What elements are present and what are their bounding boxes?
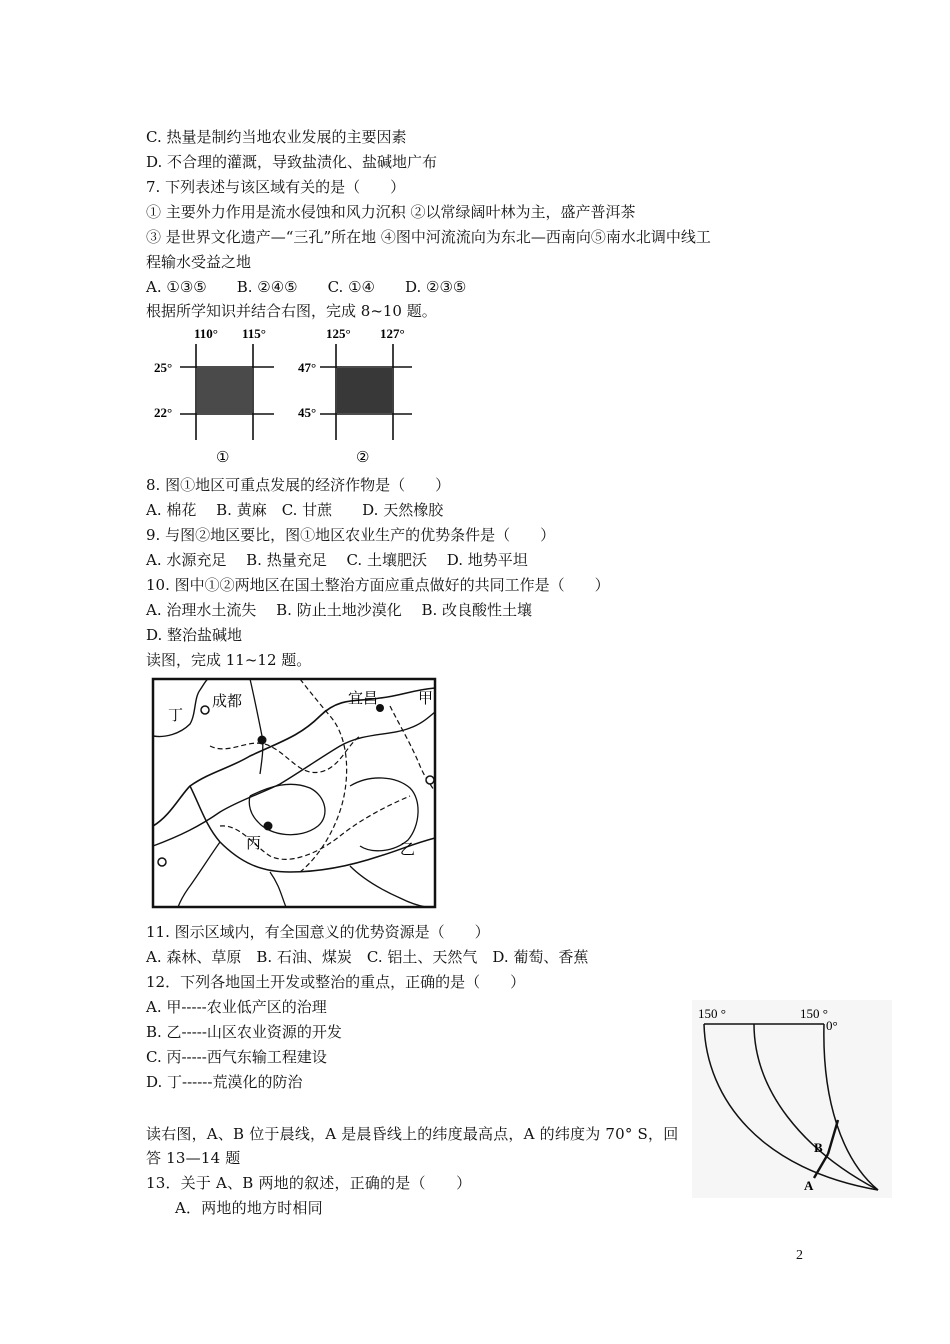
panel1-lat-top: 25° [154,360,173,375]
statement-line-1: ① 主要外力作用是流水侵蚀和风力沉积 ②以常绿阔叶林为主，盛产普洱茶 [146,203,636,221]
intro-8-10: 根据所学知识并结合右图，完成 8~10 题。 [146,302,437,320]
lon-label-right: 150 ° [800,1006,828,1021]
panel2-lat-top: 47° [298,360,317,375]
city-yichang: 宜昌 [348,691,379,707]
question-11-options: A. 森林、草原 B. 石油、煤炭 C. 铝土、天然气 D. 葡萄、香蕉 [146,948,589,966]
question-12: 12．下列各地国土开发或整治的重点，正确的是（ ） [146,973,526,991]
question-10: 10. 图中①②两地区在国土整治方面应重点做好的共同工作是（ ） [146,576,610,594]
question-12-option-d: D. 丁------荒漠化的防治 [146,1073,303,1091]
question-13-option-a: A．两地的地方时相同 [175,1199,323,1217]
statement-line-3: 程输水受益之地 [146,253,252,271]
label-jia: 甲 [418,691,434,707]
intro-13-14: 读右图，A、B 位于晨线，A 是晨昏线上的纬度最高点，A 的纬度为 70° S，回 [146,1125,679,1143]
city-chengdu: 成都 [212,694,243,710]
statement-line-2: ③ 是世界文化遗产—“三孔”所在地 ④图中河流流向为东北—西南向⑤南水北调中线工 [146,228,711,246]
terminator-diagram [692,1000,892,1198]
option-c-line: C. 热量是制约当地农业发展的主要因素 [146,128,407,146]
question-8: 8. 图①地区可重点发展的经济作物是（ ） [146,476,451,494]
question-9: 9. 与图②地区要比，图①地区农业生产的优势条件是（ ） [146,526,556,544]
label-bing: 丙 [246,836,262,852]
question-10-options: A. 治理水土流失 B. 防止土地沙漠化 B. 改良酸性土壤 [146,601,533,619]
panel1-lon-left: 110° [194,326,218,341]
intro-11-12: 读图，完成 11~12 题。 [146,651,312,669]
question-8-options: A. 棉花 B. 黄麻 C. 甘蔗 D. 天然橡胶 [146,501,444,519]
panel2-lon-right: 127° [380,326,405,341]
point-a-label: A [804,1178,814,1193]
zero-label: 0° [826,1018,838,1033]
river-map-figure [150,676,440,912]
panel1-lon-right: 115° [242,326,266,341]
lat-lon-grid-figure [146,322,416,470]
page-number: 2 [796,1248,803,1263]
panel2-lon-left: 125° [326,326,351,341]
question-11: 11. 图示区域内，有全国意义的优势资源是（ ） [146,923,490,941]
label-yi: 乙 [400,842,416,858]
question-9-options: A. 水源充足 B. 热量充足 C. 土壤肥沃 D. 地势平坦 [146,551,528,569]
question-7: 7. 下列表述与该区域有关的是（ ） [146,178,406,196]
panel2-caption: ② [356,450,370,466]
lon-label-left: 150 ° [698,1006,726,1021]
panel1-lat-bottom: 22° [154,405,173,420]
intro-13-14-cont: 答 13—14 题 [146,1149,241,1167]
question-7-options: A. ①③⑤ B. ②④⑤ C. ①④ D. ②③⑤ [146,278,467,296]
question-10-option-d: D. 整治盐碱地 [146,626,243,644]
question-12-option-b: B. 乙-----山区农业资源的开发 [146,1023,342,1041]
panel2-lat-bottom: 45° [298,405,317,420]
question-12-option-c: C. 丙-----西气东输工程建设 [146,1048,327,1066]
panel1-caption: ① [216,450,230,466]
option-d-line: D. 不合理的灌溉，导致盐渍化、盐碱地广布 [146,153,438,171]
question-12-option-a: A. 甲-----农业低产区的治理 [146,998,327,1016]
label-ding: 丁 [168,708,184,724]
point-b-label: B [814,1140,823,1155]
question-13: 13．关于 A、B 两地的叙述，正确的是（ ） [146,1174,472,1192]
